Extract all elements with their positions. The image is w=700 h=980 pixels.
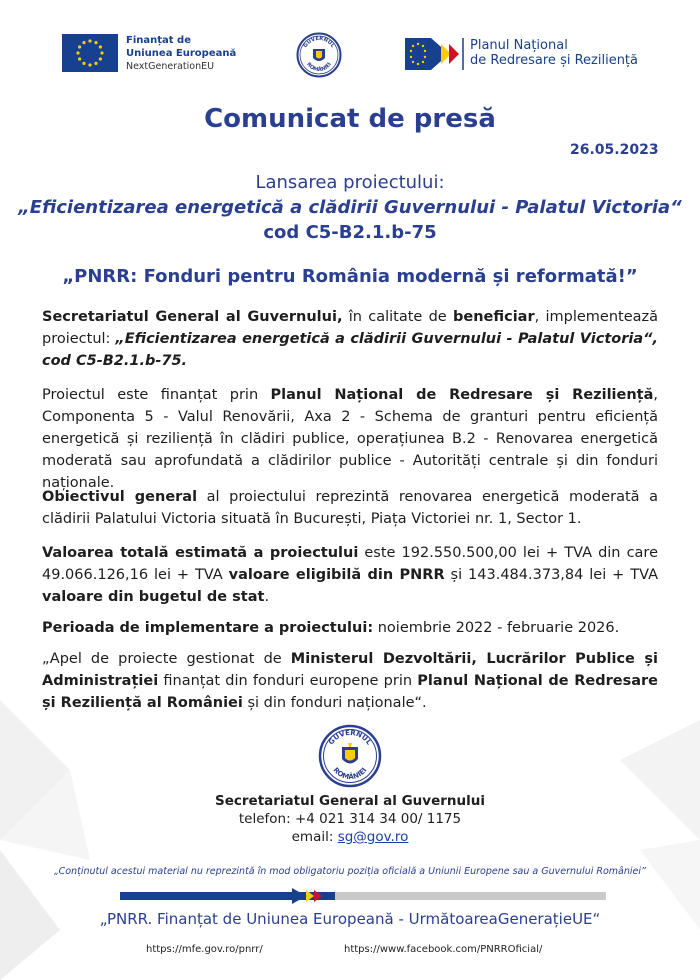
eu-line3: NextGenerationEU: [126, 61, 215, 72]
pnrr-label: [470, 38, 638, 68]
pnrr-website-link[interactable]: https://mfe.gov.ro/pnrr/: [146, 944, 263, 955]
paragraph-value: [42, 542, 658, 608]
text-fragment: finanțat din fonduri europene prin: [158, 673, 418, 689]
eu-line1: Finanțat de: [126, 35, 191, 46]
text-fragment: „Apel de proiecte gestionat de: [42, 651, 291, 667]
project-name: „Eficientizarea energetică a clădirii Guvernului - Palatul Victoria“: [18, 197, 682, 218]
value-label: Valoarea totală estimată a proiectului: [42, 545, 359, 561]
contact-phone: telefon: +4 021 314 34 00/ 1175: [238, 811, 462, 827]
pnrr-logo-icon: [405, 38, 465, 70]
disclaimer: „Conținutul acestui material nu reprezintă în mod obligatoriu poziția oficială a Uniunii Europene sau a Guvernului României”: [54, 866, 646, 877]
project-code: cod C5-B2.1.b-75: [263, 222, 437, 243]
project-title-inline: „Eficientizarea energetică a clădirii Guvernului - Palatul Victoria“, cod C5-B2.1.b-75.: [42, 331, 658, 369]
government-emblem-icon: [318, 724, 382, 788]
paragraph-financing: [42, 384, 658, 494]
text-fragment: și 143.484.373,84 lei + TVA: [444, 567, 658, 583]
emblem-top-text: GUVERNUL: [302, 35, 336, 49]
eu-flag-icon: [62, 34, 118, 72]
paragraph-objective: [42, 486, 658, 530]
paragraph-call: [42, 648, 658, 714]
footer-arrow-icon: [292, 888, 340, 904]
email-link[interactable]: sg@gov.ro: [337, 829, 409, 845]
page-title: Comunicat de presă: [204, 104, 496, 134]
text-fragment: în calitate de: [342, 309, 453, 325]
eligible-value-label: valoare eligibilă din PNRR: [228, 567, 445, 583]
text-fragment: , Componenta 5 - Valul Renovării, Axa 2 - Schema de granturi pentru eficiență energetică și reziliență în clădiri publice, operațiunea B.2 - Renovarea energetică moderată sau aprofundată a clădirilor publice - Autorități centrale și din fonduri naționale.: [42, 387, 658, 491]
text-fragment: al proiectului reprezintă renovarea energetică moderată a clădirii Palatului Victoria situată în București, Piața Victoriei nr. 1, Sector 1.: [42, 489, 658, 527]
pnrr-name-inline: Planul Național de Redresare și Reziliență: [270, 387, 654, 403]
contact-name: Secretariatul General al Guvernului: [215, 793, 485, 809]
paragraph-beneficiary: [42, 306, 658, 372]
contact-email-row: [0, 828, 700, 846]
eu-funding-label: [126, 34, 236, 73]
text-fragment: , implementează proiectul:: [42, 309, 659, 347]
text-fragment: și din fonduri naționale“.: [242, 695, 427, 711]
text-fragment: noiembrie 2022 - februarie 2026.: [373, 620, 620, 636]
project-intro: Lansarea proiectului:: [255, 172, 445, 193]
slogan-heading: „PNRR: Fonduri pentru România modernă și reformată!”: [62, 266, 638, 287]
government-emblem-icon: [296, 32, 342, 78]
paragraph-period: [42, 617, 658, 639]
footer-slogan: „PNRR. Finanțat de Uniunea Europeană - UrmătoareaGenerațieUE“: [99, 910, 601, 928]
text-fragment: .: [264, 589, 270, 605]
period-label: Perioada de implementare a proiectului:: [42, 620, 374, 636]
ministry-name: Ministerul Dezvoltării, Lucrărilor Publice și Administrației: [42, 651, 658, 689]
emblem-bottom-text: ROMÂNIEI: [331, 766, 369, 782]
text-fragment: este 192.550.500,00 lei + TVA din care 49.066.126,16 lei + TVA: [42, 545, 658, 583]
contact-block: [0, 792, 700, 846]
email-label: email:: [291, 829, 338, 845]
facebook-link[interactable]: https://www.facebook.com/PNRROficial/: [344, 944, 543, 955]
eu-line2: Uniunea Europeană: [126, 48, 237, 59]
state-budget-label: valoare din bugetul de stat: [42, 589, 265, 605]
beneficiary-name: Secretariatul General al Guvernului,: [42, 309, 343, 325]
pnrr-full-name: Planul Național de Redresare și Reziliență al României: [42, 673, 658, 711]
emblem-bottom-text: ROMÂNIEI: [305, 61, 333, 74]
pnrr-line1: Planul Național: [470, 38, 568, 53]
beneficiary-role: beneficiar: [452, 309, 535, 325]
objective-label: Obiectivul general: [42, 489, 198, 505]
pnrr-line2: de Redresare și Reziliență: [470, 53, 638, 68]
emblem-top-text: GUVERNUL: [327, 728, 373, 747]
release-date: 26.05.2023: [570, 142, 659, 158]
text-fragment: Proiectul este finanțat prin: [42, 387, 271, 403]
